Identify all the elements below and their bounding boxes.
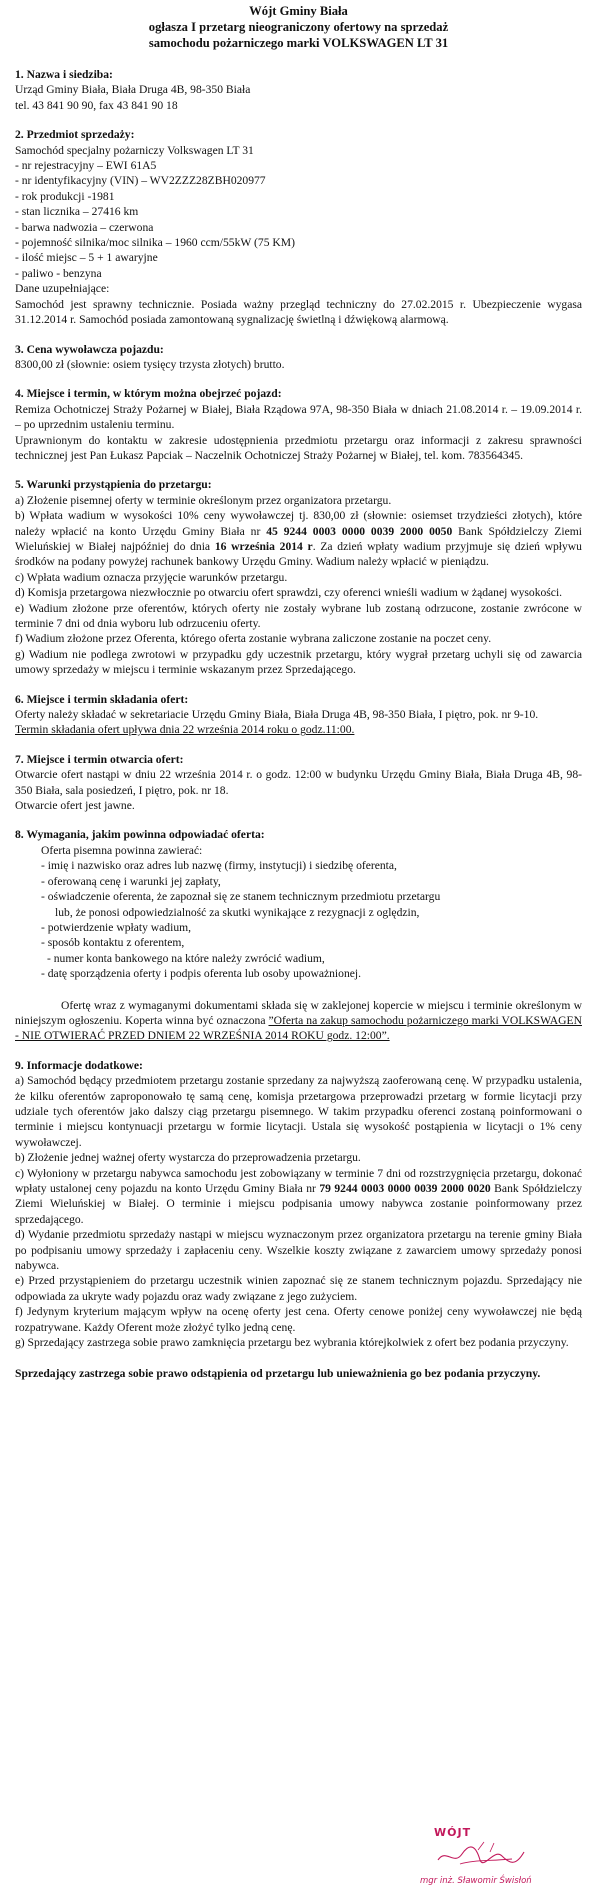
info-a: a) Samochód będący przedmiotem przetargu zostanie sprzedany za najwyższą zaoferowaną cenę. W przypadku ustalenia, że kilku oferentów zaproponowało tę samą cenę, komisja przetargowa przeprowadzi przetarg w formie licytacji przy udziale tych oferentów jako dalszy ciąg przetargu pisemnego. W takim przypadku oferenci zostaną poinformowani o terminie i miejscu kontynuacji przetargu w formie licytacji. Ustala się wysokość postąpienia w licytacji o 1% ceny wywoławczej. [15,1074,582,1149]
section-1-title: 1. Nazwa i siedziba: [15,68,113,81]
condition-b [15,508,582,570]
envelope-instructions [15,998,582,1044]
condition-b-tail: . Za dzień wpłaty wadium przyjmuje się dzień wpływu środków na podany powyżej rachunek bankowy Urzędu Gminy. Wadium należy wpłacić w pieniądzu. [15,539,582,569]
offer-req-4: - potwierdzenie wpłaty wadium, [41,920,192,934]
section-3-title: 3. Cena wywoławcza pojazdu: [15,342,164,356]
condition-c: c) Wpłata wadium oznacza przyjęcie warunków przetargu. [15,570,288,584]
vehicle-name: Samochód specjalny pożarniczy Volkswagen LT 31 [15,143,254,157]
section-2 [15,127,582,327]
offer-req-3: - oświadczenie oferenta, że zapoznał się ze stanem technicznym przedmiotu przetargu [41,890,441,904]
section-4-title: 4. Miejsce i termin, w którym można obejrzeć pojazd: [15,387,282,401]
offer-req-3-cont: lub, że ponosi odpowiedzialność za skutki wynikające z rezygnacji z oględzin, [55,905,420,919]
condition-g: g) Wadium nie podlega zwrotowi w przypadku gdy uczestnik przetargu, który wygrał przetarg uchyli się od zawarcia umowy sprzedaży w miejscu i terminie wskazanym przez Sprzedającego. [15,647,582,677]
additional-data-label: Dane uzupełniające: [15,282,110,296]
offer-req-5: - sposób kontaktu z oferentem, [41,936,185,950]
envelope-label: ”Oferta na zakup samochodu pożarniczego marki VOLKSWAGEN - NIE OTWIERAĆ PRZED DNIEM 22 WRZEŚNIA 2014 ROKU godz. 12:00”. [15,1013,582,1043]
condition-d: d) Komisja przetargowa niezwłocznie po otwarciu ofert sprawdzi, czy oferenci wnieśli wadium w żądanej wysokości. [15,586,563,600]
info-f: f) Jedynym kryterium mającym wpływ na ocenę oferty jest cena. Oferty cenowe poniżej ceny wywoławczej nie będą rozpatrywane. Każdy Oferent może złożyć tylko jedną cenę. [15,1305,582,1334]
spec-seats: - ilość miejsc – 5 + 1 awaryjne [15,251,158,265]
condition-e: e) Wadium złożone prze oferentów, których oferty nie zostały wybrane lub zostaną odrzucone, zostanie zwrócone w terminie 7 dni od dnia wyboru lub odrzuceniu oferty. [15,601,582,630]
header-line-3: samochodu pożarniczego marki VOLKSWAGEN LT 31 [148,36,449,50]
header-line-2: ogłasza I przetarg nieograniczony ofertowy na sprzedaż [148,20,449,34]
address-line: Urząd Gminy Biała, Biała Druga 4B, 98-350 Biała [15,83,251,97]
info-d: d) Wydanie przedmiotu sprzedaży nastąpi w miejscu wyznaczonym przez organizatora przetargu na terenie gminy Biała po podpisaniu umowy sprzedaży i zapłaceniu ceny. Wszelkie koszty związane z zawarciem umowy sprzedaży ponosi nabywca. [15,1228,582,1273]
offer-req-2: - oferowaną cenę i warunki jej zapłaty, [41,874,221,888]
spec-engine: - pojemność silnika/moc silnika – 1960 ccm/55kW (75 KM) [15,236,295,250]
offer-intro: Oferta pisemna powinna zawierać: [41,843,203,857]
header [15,3,582,51]
submission-place: Oferty należy składać w sekretariacie Urzędu Gminy Biała, Biała Druga 4B, 98-350 Biała, I piętro, pok. nr 9-10. [15,708,539,722]
info-c-tail: Bank Spółdzielczy Ziemi Wieluńskiej w Białej. O terminie i miejscu podpisania umowy nabywca zostanie poinformowany przez sprzedającego. [15,1182,582,1226]
section-4 [15,386,582,463]
spec-vin: - nr identyfikacyjny (VIN) – WV2ZZZ28ZBH020977 [15,174,266,188]
info-b: b) Złożenie jednej ważnej oferty wystarcza do przeprowadzenia przetargu. [15,1151,361,1165]
condition-b-text: b) Wpłata wadium w wysokości 10% ceny wywoławczej tj. 830,00 zł (słownie: osiemset trzydzieści złotych), które należy wpłacić na konto Urzędu Gminy Biała nr [15,509,582,538]
section-3 [15,342,582,373]
condition-b-bank: Bank Spółdzielczy Ziemi Wieluńskiej w Białej najpóźniej do dnia [15,524,582,553]
submission-deadline: Termin składania ofert upływa dnia 22 września 2014 roku o godz.11:00. [15,723,355,737]
bank-account-payment: 79 9244 0003 0000 0039 2000 0020 [319,1182,491,1195]
vehicle-condition: Samochód jest sprawny technicznie. Posiada ważny przegląd techniczny do 27.02.2015 r. Ubezpieczenie wygasa 31.12.2014 r. Samochód posiada zamontowaną sygnalizację świetlną i dźwiękową alarmową. [15,297,582,327]
section-6 [15,692,582,738]
condition-f: f) Wadium złożone przez Oferenta, którego oferta zostanie wybrana zaliczone zostanie na poczet ceny. [15,632,492,646]
spec-color: - barwa nadwozia – czerwona [15,220,154,234]
section-2-title: 2. Przedmiot sprzedaży: [15,128,135,142]
info-c-text: c) Wyłoniony w przetargu nabywca samochodu jest zobowiązany w terminie 7 dni od rozstrzygnięcia przetargu, dokonać wpłaty ustalonej ceny pojazdu na konto Urzędu Gminy Biała nr [15,1166,582,1195]
spec-fuel: - paliwo - benzyna [15,266,102,280]
viewing-place: Remiza Ochotniczej Straży Pożarnej w Białej, Biała Rządowa 97A, 98-350 Biała w dniach 21.08.2014 r. – 19.09.2014 r. – po uprzednim ustaleniu terminu. [15,402,582,432]
envelope-text: Ofertę wraz z wymaganymi dokumentami składa się w zaklejonej kopercie w miejscu i terminie określonym w niniejszym ogłoszeniu. Koperta winna być oznaczona [15,998,582,1027]
section-7 [15,752,582,814]
spec-year: - rok produkcji -1981 [15,189,115,203]
section-7-title: 7. Miejsce i termin otwarcia ofert: [15,752,184,766]
handwritten-signature-icon [420,1830,550,1880]
starting-price: 8300,00 zł (słownie: osiem tysięcy trzysta złotych) brutto. [15,357,285,371]
spec-mileage: - stan licznika – 27416 km [15,205,139,219]
info-g: g) Sprzedający zastrzega sobie prawo zamknięcia przetargu bez wybrania którejkolwiek z ofert bez podania przyczyny. [15,1336,569,1350]
phone-line: tel. 43 841 90 90, fax 43 841 90 18 [15,98,178,112]
signatory-name: mgr inż. Sławomir Świsłoń [420,1876,532,1886]
section-9-title: 9. Informacje dodatkowe: [15,1058,143,1072]
section-9 [15,1058,582,1351]
condition-a: a) Złożenie pisemnej oferty w terminie określonym przez organizatora przetargu. [15,493,392,507]
info-e: e) Przed przystąpieniem do przetargu uczestnik winien zapoznać się ze stanem technicznym pojazdu. Sprzedający nie odpowiada za ukryte wady pojazdu oraz wady związane z jego zużyciem. [15,1274,582,1303]
opening-public: Otwarcie ofert jest jawne. [15,799,135,813]
section-8-title: 8. Wymagania, jakim powinna odpowiadać oferta: [15,828,265,842]
stamp-title: WÓJT [434,1826,472,1839]
offer-req-7: - datę sporządzenia oferty i podpis oferenta lub osoby upoważnionej. [41,967,362,981]
header-line-1: Wójt Gminy Biała [249,4,348,18]
final-reservation: Sprzedający zastrzega sobie prawo odstąpienia od przetargu lub unieważnienia go bez podania przyczyny. [15,1367,541,1381]
document [15,3,582,1382]
bank-account-deposit: 45 9244 0003 0000 0039 2000 0050 [266,524,453,538]
signature-stamp [420,1826,550,1896]
deposit-deadline: 16 września 2014 r [214,539,313,553]
section-8 [15,827,582,1043]
offer-req-6: - numer konta bankowego na które należy zwrócić wadium, [47,951,325,965]
section-5-title: 5. Warunki przystąpienia do przetargu: [15,478,212,492]
info-c [15,1166,582,1228]
offer-req-1: - imię i nazwisko oraz adres lub nazwę (firmy, instytucji) i siedzibę oferenta, [41,859,397,873]
contact-person: Uprawnionym do kontaktu w zakresie udostępnienia przedmiotu przetargu oraz informacji z zakresu sprawności technicznej jest Pan Łukasz Papciak – Naczelnik Ochotniczej Straży Pożarnej w Białej, tel. kom. 783564345. [15,433,582,462]
section-1 [15,67,582,113]
opening-details: Otwarcie ofert nastąpi w dniu 22 września 2014 r. o godz. 12:00 w budynku Urzędu Gminy Biała, Biała Druga 4B, 98-350 Biała, sala posiedzeń, I piętro, pok. nr 18. [15,768,582,797]
section-5 [15,477,582,677]
section-6-title: 6. Miejsce i termin składania ofert: [15,692,189,706]
spec-registration: - nr rejestracyjny – EWI 61A5 [15,159,157,173]
